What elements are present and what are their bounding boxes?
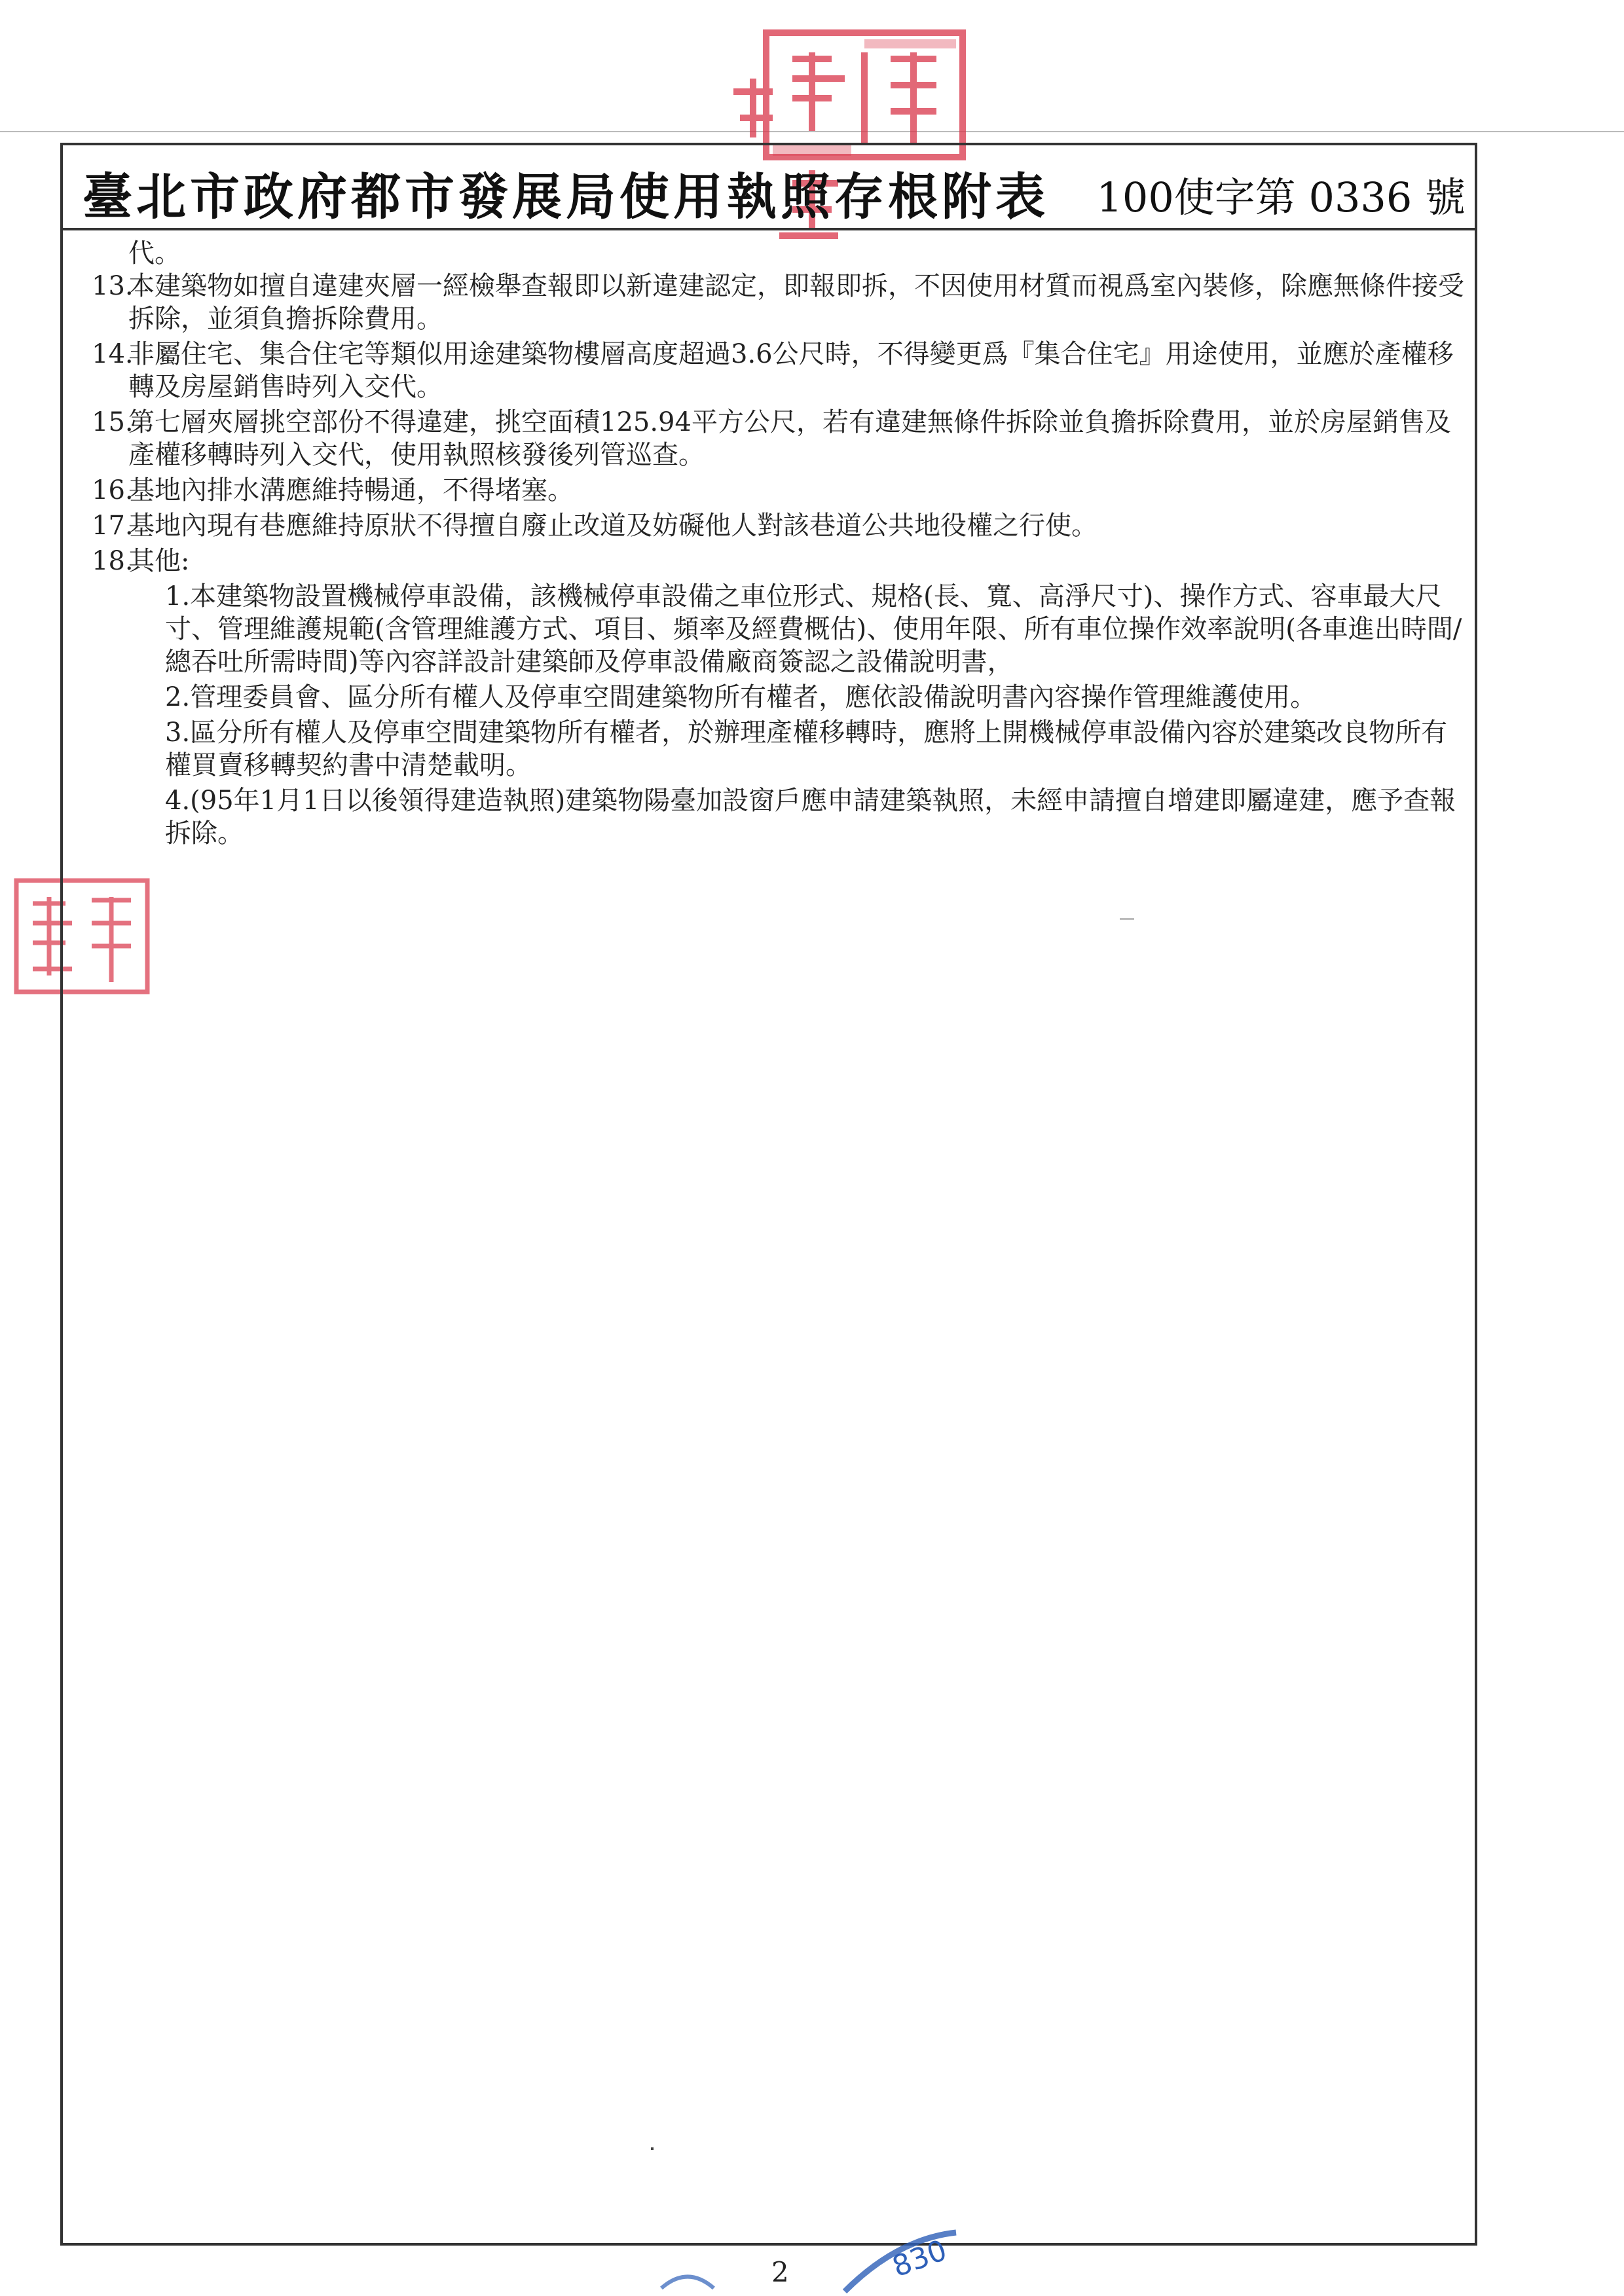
page-title: 臺北市政府都市發展局使用執照存根附表 (83, 168, 1049, 226)
sub-item: 1.本建築物設置機械停車設備，該機械停車設備之車位形式、規格(長、寬、高淨尺寸)、操作方式、容車最大尺寸、管理維護規範(含管理維護方式、項目、頻率及經費概估)、使用年限、所有車位操作效率說明(各車進出時間/總吞吐所需時間)等內容詳設計建築師及停車設備廠商簽認之設備說明書， (165, 581, 1462, 677)
received-stamp (648, 2226, 989, 2296)
item-text: 本建築物如擅自違建夾層一經檢舉查報即以新違建認定，即報即拆，不因使用材質而視爲室內裝修，除應無條件接受拆除，並須負擔拆除費用。 (128, 271, 1464, 334)
title-row (63, 145, 1475, 230)
list-item (92, 406, 1467, 471)
list-item (92, 474, 1467, 507)
stamp-number: 830 (888, 2233, 951, 2284)
item-number: 13. (92, 271, 134, 301)
list-item (92, 338, 1467, 403)
item-text: 基地內排水溝應維持暢通，不得堵塞。 (128, 475, 574, 505)
lead-line: 代。 (128, 238, 181, 268)
list-item (92, 270, 1467, 335)
scan-mark (1120, 918, 1134, 920)
item-number: 18. (92, 546, 134, 576)
sub-item: 4.(95年1月1日以後領得建造執照)建築物陽臺加設窗戶應申請建築執照，未經申請擅自增建即屬違建，應予查報拆除。 (165, 786, 1456, 848)
document-number: 100使字第 0336 號 (1096, 173, 1466, 221)
item-number: 15. (92, 407, 134, 437)
item-text: 其他: (128, 546, 190, 576)
page-number: 2 (771, 2256, 789, 2288)
scan-mark (651, 2147, 654, 2150)
form-frame (60, 143, 1477, 2246)
list-item (92, 545, 1467, 577)
item-number: 16. (92, 475, 134, 505)
other-subitems (92, 580, 1467, 850)
list-item (92, 509, 1467, 542)
item-number: 17. (92, 511, 134, 541)
sub-item: 2.管理委員會、區分所有權人及停車空間建築物所有權者，應依設備說明書內容操作管理維護使用。 (165, 682, 1317, 712)
item-text: 第七層夾層挑空部份不得違建，挑空面積125.94平方公尺，若有違建無條件拆除並負擔拆除費用，並於房屋銷售及產權移轉時列入交代，使用執照核發後列管巡查。 (128, 407, 1451, 470)
sub-item: 3.區分所有權人及停車空間建築物所有權者，於辦理產權移轉時，應將上開機械停車設備內容於建築改良物所有權買賣移轉契約書中清楚載明。 (165, 718, 1448, 780)
item-number: 14. (92, 339, 134, 369)
conditions-list (92, 237, 1467, 852)
item-text: 基地內現有巷應維持原狀不得擅自廢止改道及妨礙他人對該巷道公共地役權之行使。 (128, 511, 1098, 541)
item-text: 非屬住宅、集合住宅等類似用途建築物樓層高度超過3.6公尺時，不得變更爲『集合住宅』用途使用，並應於產權移轉及房屋銷售時列入交代。 (128, 339, 1454, 402)
